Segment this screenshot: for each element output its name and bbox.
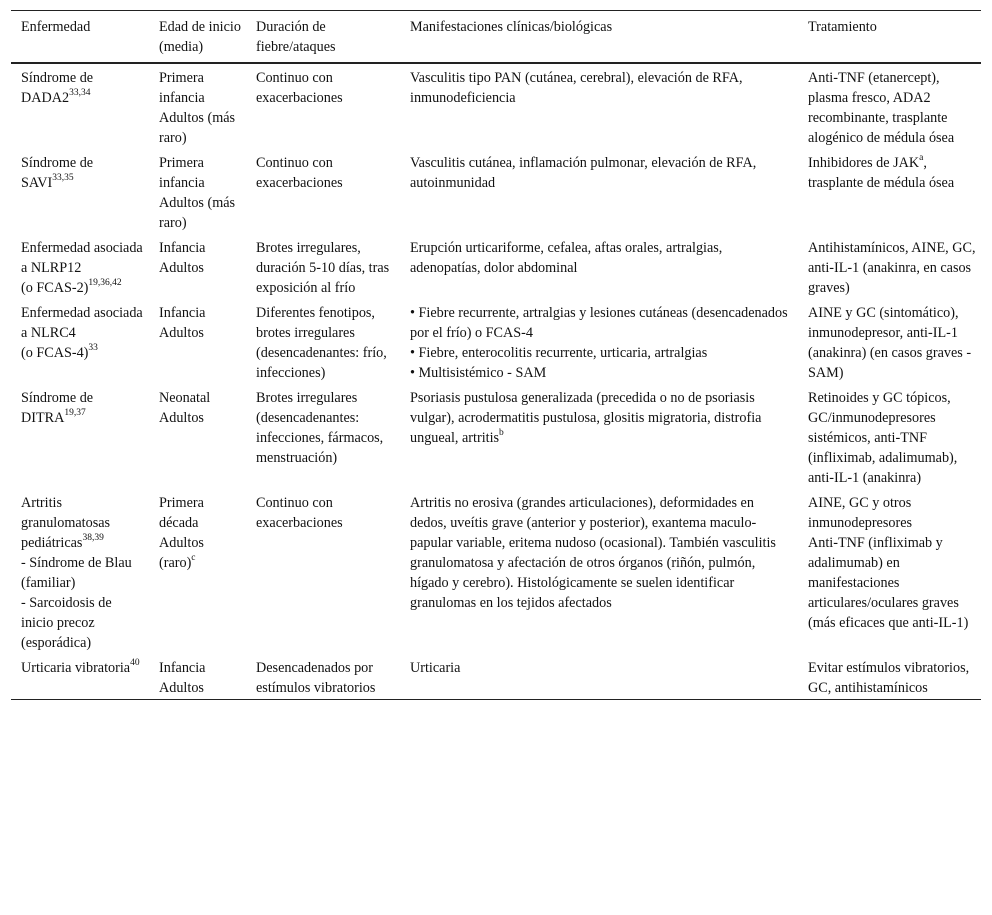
manifestation-line: Artritis no erosiva (grandes articulaciones), deformidades en dedos, uveítis grave (anterior y posterior), exantema maculo-papular variable, eritema nudoso (ocasional). También vasculitis granulomatosa y afectación de otros órganos (riñón, pulmón, hígado y cerebro). Histológicamente se suelen identificar granulomas en los tejidos afectados [410,495,776,611]
reference-superscript: 19,36,42 [88,278,122,289]
disease-name: Síndrome de DADA2 [21,70,94,106]
cell-disease [11,63,149,149]
cell-onset [149,489,246,654]
cell-treatment [798,299,981,384]
treatment-text: Retinoides y GC tópicos, GC/inmunodepresores sistémicos, anti-TNF (infliximab, adalimumab), anti-IL-1 (anakinra) [808,390,958,486]
onset-line: Adultos (más raro) [159,195,236,231]
cell-disease [11,654,149,700]
cell-manifestations [400,63,798,149]
table-row [11,384,981,489]
manifestation-bullet: • Multisistémico - SAM [410,365,547,381]
cell-duration: Desencadenados por estímulos vibratorios [256,660,376,696]
onset-line: Adultos (más raro) [159,110,236,146]
header-treatment: Tratamiento [808,19,877,35]
cell-disease [11,384,149,489]
manifestation-bullet: • Fiebre recurrente, artralgias y lesiones cutáneas (desencadenados por el frío) o FCAS-4 [410,305,788,341]
cell-onset [149,63,246,149]
treatment-text: Evitar estímulos vibratorios, GC, antihistamínicos [808,660,970,696]
table-container [11,10,981,700]
cell-disease [11,149,149,234]
cell-manifestations [400,384,798,489]
cell-treatment [798,234,981,299]
manifestation-line: Erupción urticariforme, cefalea, aftas orales, artralgias, adenopatías, dolor abdominal [410,240,723,276]
cell-manifestations [400,489,798,654]
cell-duration: Continuo con exacerbaciones [256,155,343,191]
disease-name: Urticaria vibratoria [21,660,131,676]
onset-line: Adultos [159,325,204,341]
treatment-text: AINE, GC y otros inmunodepresores [808,495,913,531]
treatment-text-continued: Anti-TNF (infliximab y adalimumab) en manifestaciones articulares/oculares graves (más eficaces que anti-IL-1) [808,535,969,631]
cell-treatment [798,489,981,654]
reference-superscript: 40 [130,658,140,669]
onset-line: Primera infancia [159,155,205,191]
cell-disease [11,299,149,384]
footnote-superscript: b [499,428,504,439]
cell-onset [149,149,246,234]
treatment-text: Inhibidores de JAK [808,155,920,171]
header-row [11,11,981,64]
reference-superscript: 33 [88,343,98,354]
manifestation-line: Psoriasis pustulosa generalizada (precedida o no de psoriasis vulgar), acrodermatitis pustulosa, glositis migratoria, distrofia ungueal, artritis [410,390,762,446]
onset-line: Primera década [159,495,204,531]
disease-alias: (o FCAS-4) [21,345,89,361]
onset-line: Neonatal [159,390,211,406]
manifestation-bullet: • Fiebre, enterocolitis recurrente, urticaria, artralgias [410,345,708,361]
autoinflammatory-diseases-table [11,10,981,700]
onset-line: Infancia [159,240,206,256]
onset-line: Adultos [159,260,204,276]
table-row [11,489,981,654]
disease-name: Artritis granulomatosas pediátricas [21,495,111,551]
disease-name: Síndrome de SAVI [21,155,94,191]
header-disease: Enfermedad [21,19,91,35]
cell-onset [149,299,246,384]
table-row [11,299,981,384]
cell-manifestations [400,299,798,384]
cell-disease [11,234,149,299]
reference-superscript: 19,37 [64,408,86,419]
cell-manifestations [400,234,798,299]
disease-name: Enfermedad asociada a NLRP12 [21,240,143,276]
footnote-superscript: c [191,553,196,564]
onset-line: Adultos (raro) [159,535,204,571]
cell-treatment [798,63,981,149]
table-row [11,234,981,299]
cell-onset [149,234,246,299]
manifestation-line: Vasculitis cutánea, inflamación pulmonar, elevación de RFA, autoinmunidad [410,155,757,191]
treatment-text: Antihistamínicos, AINE, GC, anti-IL-1 (anakinra, en casos graves) [808,240,976,296]
manifestation-line: Urticaria [410,660,461,676]
onset-line: Primera infancia [159,70,205,106]
disease-subtype: - Síndrome de Blau (familiar) [21,555,132,591]
onset-line: Infancia [159,305,206,321]
cell-duration: Diferentes fenotipos, brotes irregulares (desencadenantes: frío, infecciones) [256,305,387,381]
footnote-superscript: a [919,153,924,164]
treatment-text: Anti-TNF (etanercept), plasma fresco, ADA2 recombinante, trasplante alogénico de médula ósea [808,70,955,146]
header-manifestations: Manifestaciones clínicas/biológicas [410,19,613,35]
cell-onset [149,384,246,489]
disease-subtype: - Sarcoidosis de inicio precoz (esporádica) [21,595,112,651]
cell-manifestations [400,149,798,234]
disease-name: Enfermedad asociada a NLRC4 [21,305,143,341]
cell-manifestations [400,654,798,700]
disease-alias: (o FCAS-2) [21,280,89,296]
cell-treatment [798,654,981,700]
header-duration: Duración de fiebre/ataques [256,19,336,55]
cell-duration: Continuo con exacerbaciones [256,70,343,106]
disease-name: Síndrome de DITRA [21,390,94,426]
cell-duration: Continuo con exacerbaciones [256,495,343,531]
treatment-text: AINE y GC (sintomático), inmunodepresor, anti-IL-1 (anakinra) (en casos graves - SAM) [808,305,972,381]
cell-disease [11,489,149,654]
cell-treatment [798,149,981,234]
header-onset-age: Edad de inicio (media) [159,19,241,55]
treatment-text-continued: , trasplante de médula ósea [808,155,955,191]
onset-line: Adultos [159,410,204,426]
reference-superscript: 33,34 [69,88,91,99]
onset-line: Adultos [159,680,204,696]
onset-line: Infancia [159,660,206,676]
table-row [11,654,981,700]
cell-onset [149,654,246,700]
manifestation-line: Vasculitis tipo PAN (cutánea, cerebral), elevación de RFA, inmunodeficiencia [410,70,743,106]
reference-superscript: 33,35 [52,173,74,184]
table-row [11,63,981,149]
table-row [11,149,981,234]
cell-duration: Brotes irregulares, duración 5-10 días, tras exposición al frío [256,240,390,296]
reference-superscript: 38,39 [82,533,104,544]
cell-treatment [798,384,981,489]
cell-duration: Brotes irregulares (desencadenantes: infecciones, fármacos, menstruación) [256,390,384,466]
